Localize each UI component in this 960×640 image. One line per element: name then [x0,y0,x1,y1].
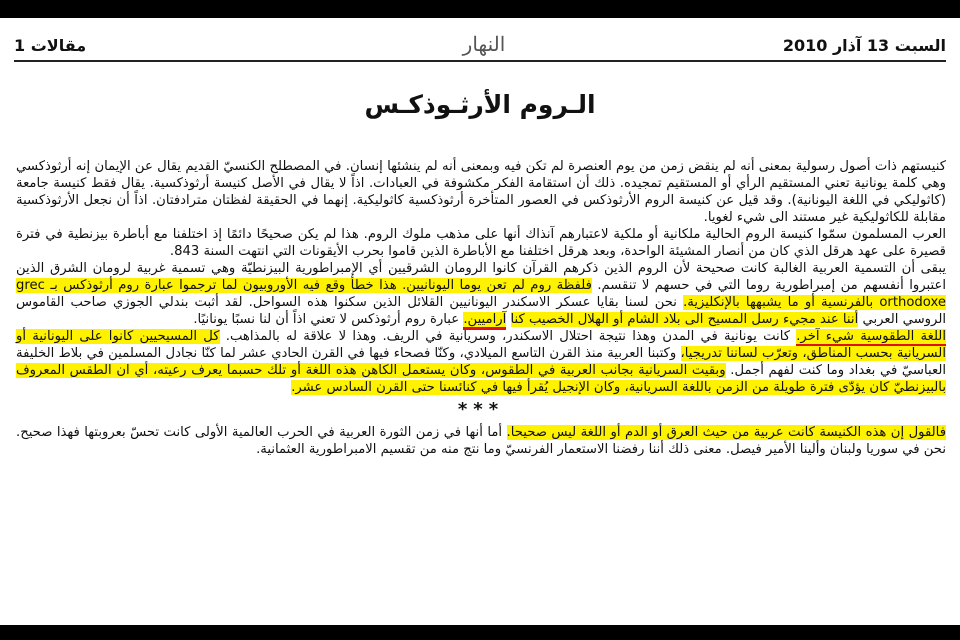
newspaper-page [0,18,960,625]
paragraph-3-sentence-1: يبقى أن التسمية العربية الغالبة كانت صحيحة لأن الروم الذين ذكرهم القرآن كانوا الرومان الشرقيين أي الإمبراطورية البيزنطيّة وهي تسمية غربية لرومان الشرق الذين اعتبروا أنفسهم من إمبراطورية روما التي في حسهم لا تنقسم. [16,261,946,293]
highlighted-text: كل المسيحيين كانوا على اليونانية أو السريانية بحسب المناطق، وتعرّب لساننا تدريجيا، [16,329,946,361]
page-header [14,34,946,58]
top-black-bar [0,0,960,18]
bottom-black-bar [0,625,960,640]
highlighted-text: فلفظة روم لم تعن يوما اليونانيين. هذا خطأ وقع فيه الأوروبيون لما ترجموا عبارة روم أرثوذكس بـ grec orthodoxe بالفرنسية أو ما يشبهها بالإنكليزية. [16,278,946,310]
highlighted-text: وبقيت السريانية بجانب العربية في الطقوس، وكان يستعمل الكاهن هذه اللغة أو تلك حسبما يعرف رعيته، أي ان الطقس المعروف بالبيزنطيّ كان يؤدّى فترة طويلة من الزمن باللغة السريانية، وكان الإنجيل يُقرأ فيها في كنائسنا حتى القرن السادس عشر. [16,363,946,395]
paragraph-4 [16,328,946,396]
paragraph-4-sentence-4: وكتبنا العربية منذ القرن التاسع الميلادي، وكنّا فصحاء فيها في القرن الحادي عشر لما كنّا نجادل المسلمين في بلاط الخليفة العباسيّ في بغداد وما كنت لفهم أجمل. [16,346,946,378]
header-divider [14,60,946,62]
underlined-word: آراميين. [463,312,506,330]
section-separator: *** [457,399,505,420]
section-label: مقالات 1 [14,36,87,55]
paragraph-1: كنيستهم ذات أصول رسولية بمعنى أنه لم ينقض زمن من يوم العنصرة لم تكن فيه وبمعنى أنه لم ينشئها إنسان. في المصطلح الكنسيّ القديم يقال عن الإيمان إنه أرثوذكسي وهي كلمة يونانية تعني المستقيم الرأي أو المستقيم تمجيده. ذلك أن استقامة الفكر مكشوفة في العبادات. اذاً لا يقال في الأصل كنيسة أرثوذكسية. يقال فقط كنيسة جامعة (كاثوليكي في اللغة اليونانية). وقد قيل عن كنيسة الروم الأرثوذكس في العصور المتأخرة أرثوذكسية كاثوليكية. إنهما في الحقيقة لفظتان مترادفتان. اذاً أن نجعل الأرثوذكسية مقابلة للكاثوليكية غير مستند الى شيء لغويا. [16,159,946,225]
paragraph-3-sentence-3: نحن لسنا بقايا عسكر الاسكندر اليونانيين القلائل الذين سكنوا هذه السواحل. لقد أثبت بندلي الجوزي صاحب القاموس الروسي العربي [16,295,946,327]
paragraph-5 [16,424,946,458]
paragraph-3 [16,260,946,328]
underlined-highlighted-text: اللغة الطقوسية شيء آخر. [796,329,946,347]
highlighted-text: أننا عند مجيء رسل المسيح الى بلاد الشام أو الهلال الخصيب كنا [510,312,859,327]
paragraph-5-sentence-2: أما أنها في زمن الثورة العربية في الحرب العالمية الأولى كانت تحسّ بعروبتها فهذا صحيح. نحن في سوريا ولبنان وألينا الأمير فيصل. معنى ذلك أننا رفضنا الاستعمار الفرنسيّ وما نتج منه من تقسيم الامبراطورية العثمانية. [16,425,946,457]
highlighted-text: فالقول إن هذه الكنيسة كانت عربية من حيث العرق أو الدم أو اللغة ليس صحيحا. [506,425,946,440]
issue-date: السبت 13 آذار 2010 [782,36,946,55]
paragraph-2: العرب المسلمون سمّوا كنيسة الروم الحالية ملكانية أو ملكية لاعتبارهم آنذاك أنها على مذهب ملوك الروم. هذا لم يكن صحيحًا دائمًا إذ اختلفنا مع أباطرة بيزنطية في فترة قصيرة على عهد هرقل الذي كان من أنصار المشيئة الواحدة، وبعد هرقل اختلفنا مع الأباطرة الذين قاموا بحرب الأيقونات التي انتهت السنة 843. [16,227,946,259]
newspaper-logo: النهار [462,32,506,56]
paragraph-4-sentence-2: كانت يونانية في المدن وهذا نتيجة احتلال الاسكندر، وسريانية في الريف. وهذا لا علاقة له بالمذاهب. [225,329,790,344]
article-title: الـروم الأرثـوذكـس [364,90,596,119]
paragraph-3-sentence-6: عبارة روم أرثوذكس لا تعني اذاً أن لنا نسبًا يونانيًا. [193,312,460,327]
article-body [16,158,946,458]
